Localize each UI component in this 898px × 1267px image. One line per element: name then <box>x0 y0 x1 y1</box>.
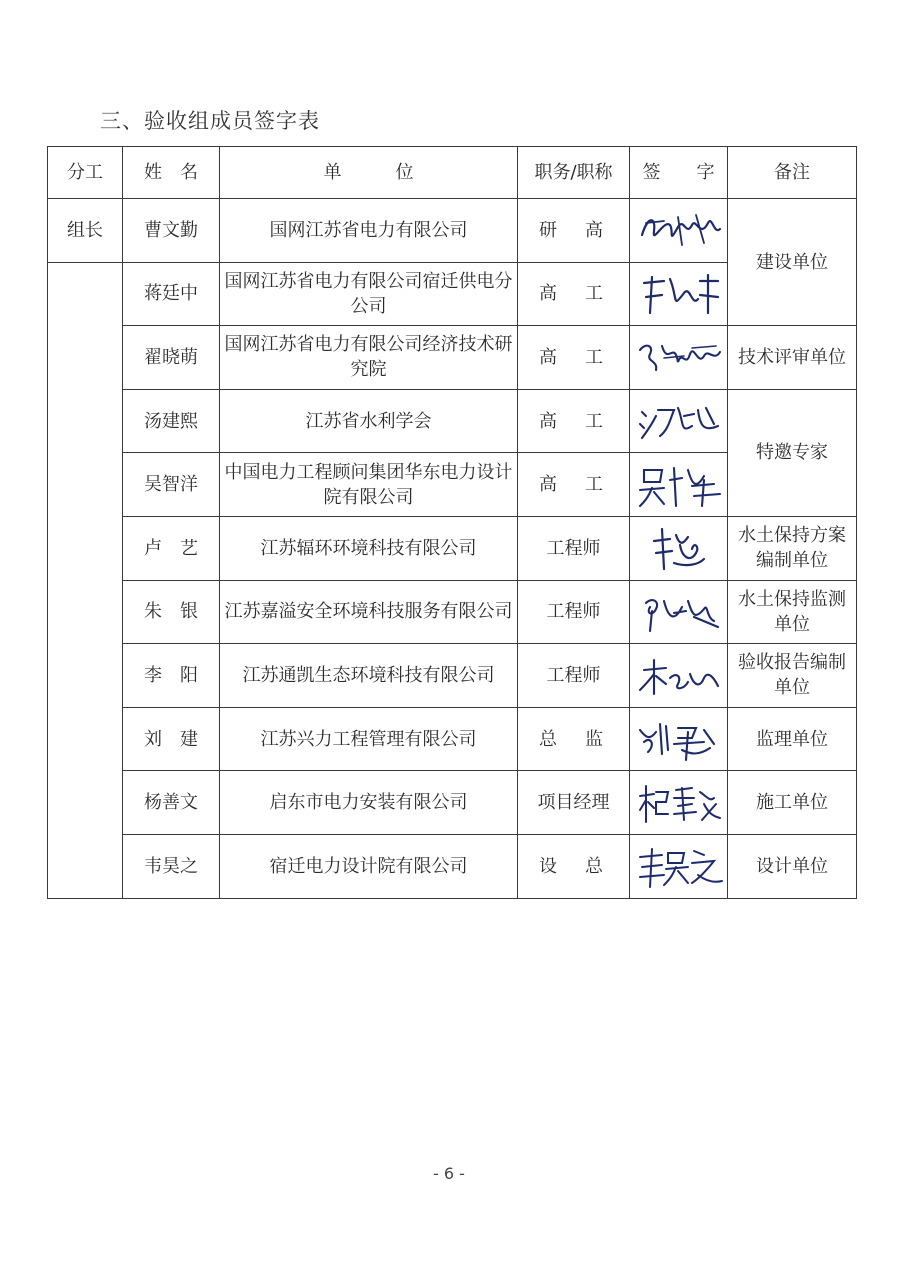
table-row <box>48 644 857 708</box>
unit-cell: 江苏兴力工程管理有限公司 <box>220 707 518 771</box>
header-role: 分工 <box>48 147 123 199</box>
signature-cell <box>630 516 728 580</box>
table-row <box>48 834 857 898</box>
unit-cell: 中国电力工程顾问集团华东电力设计院有限公司 <box>220 453 518 517</box>
table-row <box>48 516 857 580</box>
header-remark: 备注 <box>728 147 857 199</box>
title-cell: 高 工 <box>518 262 630 326</box>
role-cell: 组长 <box>48 199 123 263</box>
name-cell: 吴智洋 <box>123 453 220 517</box>
signature-table <box>47 146 857 899</box>
signature-cell <box>630 199 728 263</box>
title-cell: 项目经理 <box>518 771 630 835</box>
signature-cell <box>630 326 728 390</box>
table-row <box>48 771 857 835</box>
role-cell-empty <box>48 262 123 898</box>
handwritten-signature <box>634 205 724 255</box>
name-cell: 卢 艺 <box>123 516 220 580</box>
name-cell: 刘 建 <box>123 707 220 771</box>
section-heading: 三、验收组成员签字表 <box>100 109 320 133</box>
signature-cell <box>630 644 728 708</box>
remark-cell: 设计单位 <box>728 834 857 898</box>
table-row <box>48 389 857 453</box>
handwritten-signature <box>634 587 724 637</box>
unit-cell: 启东市电力安装有限公司 <box>220 771 518 835</box>
header-title: 职务/职称 <box>518 147 630 199</box>
handwritten-signature <box>634 778 724 828</box>
name-cell: 蒋廷中 <box>123 262 220 326</box>
title-cell: 高 工 <box>518 389 630 453</box>
remark-cell: 监理单位 <box>728 707 857 771</box>
title-cell: 设 总 <box>518 834 630 898</box>
title-cell: 高 工 <box>518 326 630 390</box>
remark-cell: 验收报告编制单位 <box>728 644 857 708</box>
unit-cell: 宿迁电力设计院有限公司 <box>220 834 518 898</box>
page-number: - 6 - <box>433 1164 465 1183</box>
table-row <box>48 326 857 390</box>
signature-cell <box>630 771 728 835</box>
header-signature: 签 字 <box>630 147 728 199</box>
unit-cell: 江苏嘉溢安全环境科技服务有限公司 <box>220 580 518 644</box>
signature-cell <box>630 389 728 453</box>
name-cell: 汤建熙 <box>123 389 220 453</box>
title-cell: 研 高 <box>518 199 630 263</box>
signature-cell <box>630 580 728 644</box>
title-cell: 高 工 <box>518 453 630 517</box>
signature-cell <box>630 262 728 326</box>
header-row <box>48 147 857 199</box>
remark-cell: 施工单位 <box>728 771 857 835</box>
title-cell: 工程师 <box>518 516 630 580</box>
remark-cell: 特邀专家 <box>728 389 857 516</box>
table-row <box>48 707 857 771</box>
remark-cell: 建设单位 <box>728 199 857 326</box>
remark-cell: 水土保持方案编制单位 <box>728 516 857 580</box>
handwritten-signature <box>634 460 724 510</box>
handwritten-signature <box>634 714 724 764</box>
header-name: 姓 名 <box>123 147 220 199</box>
unit-cell: 国网江苏省电力有限公司经济技术研究院 <box>220 326 518 390</box>
name-cell: 韦昊之 <box>123 834 220 898</box>
unit-cell: 国网江苏省电力有限公司宿迁供电分公司 <box>220 262 518 326</box>
unit-cell: 江苏辐环环境科技有限公司 <box>220 516 518 580</box>
signature-cell <box>630 707 728 771</box>
signature-cell <box>630 453 728 517</box>
handwritten-signature <box>634 269 724 319</box>
name-cell: 杨善文 <box>123 771 220 835</box>
remark-cell: 水土保持监测单位 <box>728 580 857 644</box>
title-cell: 工程师 <box>518 580 630 644</box>
header-unit: 单 位 <box>220 147 518 199</box>
name-cell: 李 阳 <box>123 644 220 708</box>
title-cell: 总 监 <box>518 707 630 771</box>
handwritten-signature <box>634 523 724 573</box>
table-row <box>48 580 857 644</box>
name-cell: 朱 银 <box>123 580 220 644</box>
handwritten-signature <box>634 396 724 446</box>
signature-cell <box>630 834 728 898</box>
handwritten-signature <box>634 332 724 382</box>
table-row <box>48 199 857 263</box>
remark-cell: 技术评审单位 <box>728 326 857 390</box>
title-cell: 工程师 <box>518 644 630 708</box>
name-cell: 翟晓萌 <box>123 326 220 390</box>
name-cell: 曹文勤 <box>123 199 220 263</box>
unit-cell: 国网江苏省电力有限公司 <box>220 199 518 263</box>
unit-cell: 江苏通凯生态环境科技有限公司 <box>220 644 518 708</box>
unit-cell: 江苏省水利学会 <box>220 389 518 453</box>
handwritten-signature <box>634 841 724 891</box>
handwritten-signature <box>634 650 724 700</box>
